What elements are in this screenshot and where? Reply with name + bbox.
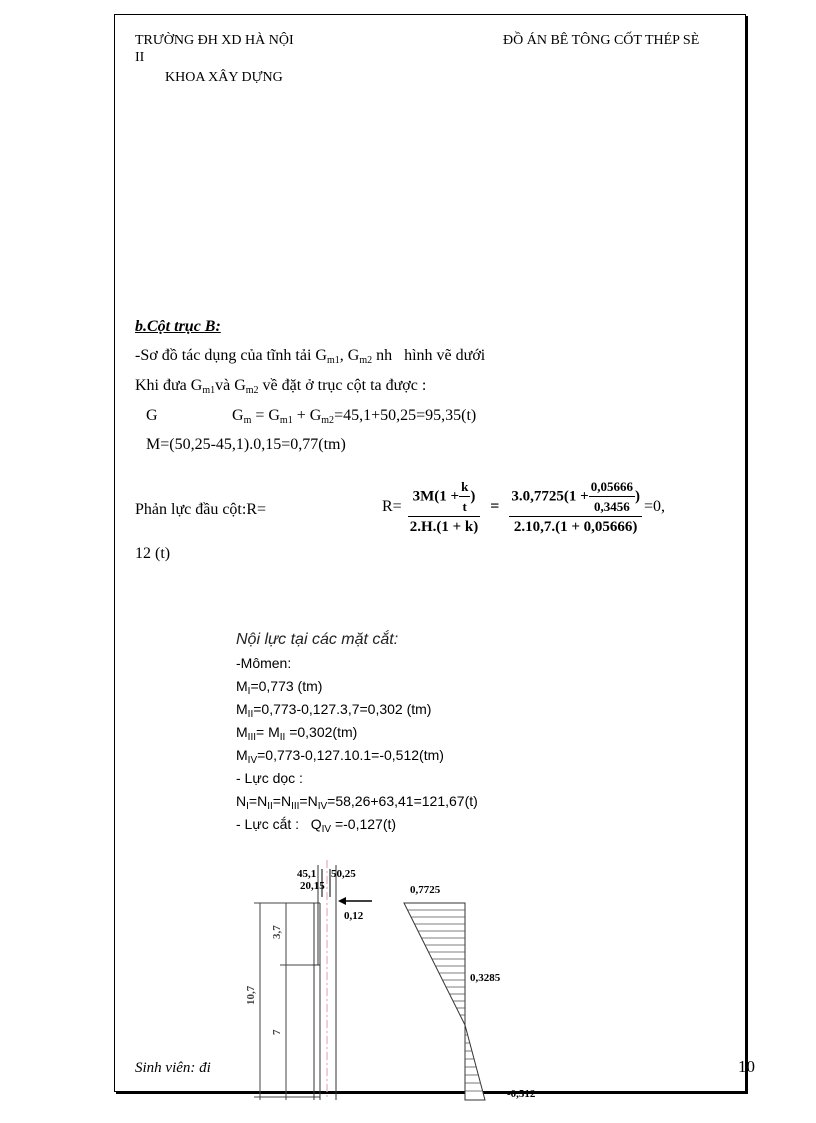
- reaction-label: Phản lực đầu cột:R=: [135, 501, 267, 518]
- moment-1: $M_I=0,773$ (tm): [236, 678, 323, 697]
- axial-force: $N_I=N_{II}=N_{III}=N_{IV}=58,26+63,41=121,67(t)$: [236, 793, 478, 812]
- page-number: 10: [738, 1057, 755, 1076]
- dim-upper-label: 3,7: [271, 925, 283, 939]
- moment-4: $M_{IV}=0,773-0,127.10.1=-0,512(tm)$: [236, 747, 444, 766]
- column-outline: [312, 865, 336, 1100]
- shear-force: - Lực cắt : $Q_{IV} =-0,127(t)$: [236, 816, 397, 835]
- dim-lower-label: 7: [271, 1029, 283, 1035]
- reaction-formula: R= 3M(1 + $\frac{k}{t}$ ) 2.H.(1 + k) = 3.0,7725(1 + $\frac{0,05666}{0,3456}$ ) 2.10,7.(1 + 0,05666) =0,: [382, 478, 665, 535]
- section-title: b.Cột trục B:: [135, 318, 221, 335]
- moment-3: $M_{III}= M_{II} =0,302(tm)$: [236, 724, 358, 743]
- section-line-3-g: G: [146, 407, 158, 424]
- moment-bottom-label: -0,512: [507, 1088, 536, 1100]
- formula-fraction-1: 3M(1 + $\frac{k}{t}$ ) 2.H.(1 + k): [409, 478, 479, 535]
- axial-label: - Lực dọc :: [236, 770, 303, 786]
- moment-2: $M_{II}=0,773-0,127.3,7=0,302$ (tm): [236, 701, 432, 720]
- header-faculty: KHOA XÂY DỰNG: [165, 70, 283, 85]
- reaction-label: 0,12: [344, 910, 364, 922]
- header-project: ĐỒ ÁN BÊ TÔNG CỐT THÉP SÈ: [503, 33, 700, 48]
- header-school-cont: II: [135, 50, 145, 65]
- reaction-result: 12 (t): [135, 545, 171, 562]
- load-left-label: 45,1: [297, 868, 317, 880]
- section-line-4: M=(50,25-45,1).0,15=0,77(tm): [146, 436, 346, 453]
- load-right-label: 50,25: [331, 868, 356, 880]
- moment-label: -Mômen:: [236, 655, 292, 671]
- formula-fraction-2: 3.0,7725(1 + $\frac{0,05666}{0,3456}$ ) 2.10,7.(1 + 0,05666): [511, 478, 640, 535]
- moment-mid-label: 0,3285: [470, 972, 501, 984]
- section-line-2: Khi đưa $G_{m1}và$ $G_{m2}$ về đặt ở trục cột ta được :: [135, 377, 427, 396]
- forces-heading: Nội lực tại các mặt cắt:: [236, 631, 399, 648]
- column-diagram: [240, 855, 570, 1105]
- moment-diagram: [404, 903, 485, 1100]
- header-school: TRƯỜNG ĐH XD HÀ NỘI: [135, 33, 294, 48]
- section-line-1: -Sơ đồ tác dụng của tĩnh tải $G_{m1}$, $G_{m2}$ nh hình vẽ dưới: [135, 347, 486, 366]
- dimension-lines: [254, 903, 320, 1100]
- dim-total-label: 10,7: [245, 985, 257, 1005]
- footer-student: Sinh viên: đi: [135, 1060, 211, 1076]
- section-line-3: $G_m = G_{m1} + G_{m2}=45,1+50,25=95,35(t)$: [232, 407, 477, 426]
- reaction-arrowhead: [338, 897, 346, 905]
- moment-negative-area: [465, 1025, 485, 1100]
- moment-top-label: 0,7725: [410, 884, 441, 896]
- moment-positive-area: [404, 903, 465, 1025]
- eccentricity-label: 20,15: [300, 880, 325, 892]
